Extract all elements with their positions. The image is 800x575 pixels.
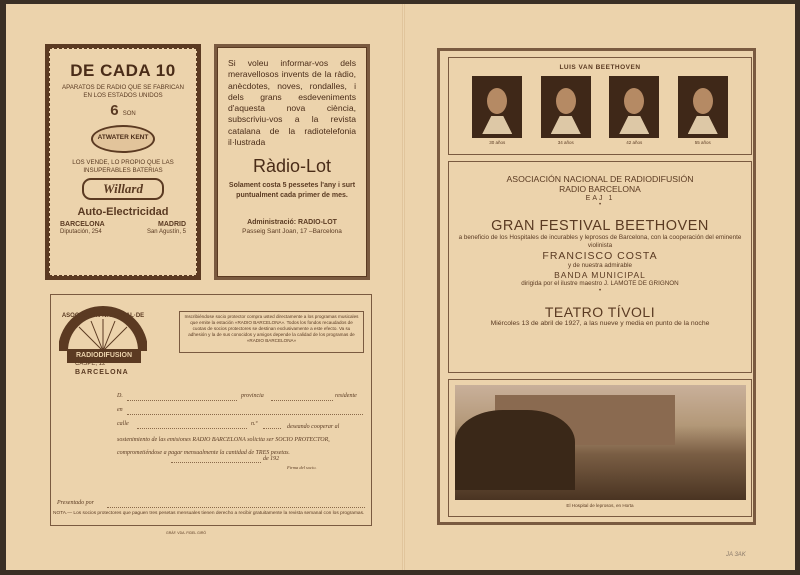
ornament-dot: • [598,202,602,208]
ad-sells-text: LOS VENDE, LO PROPIO QUE LAS INSUPERABLES BATERIAS [72,159,174,174]
conductor-text: dirigida por el ilustre maestro J. LAMOTE DE GRIGNON [521,280,679,287]
form-body-text: deseando cooperar al sostenimiento de las emisiones RADIO BARCELONA solicita ser SOCIO PROTECTOR, comprometiéndose a pagar mensualmente la cantidad de TRES pesetas. [117,424,340,456]
logo-main-text: RADIODIFUSION [67,349,141,363]
and-text: y de nuestra admirable [567,262,633,269]
atwater-kent-logo: ATWATER KENT [91,125,155,153]
form-note-box: Inscribiéndose socio protector compra usted directamente a los programas musicales que emite la estación «RADIO BARCELONA». Todos los fondos recaudados de cuotas de socios protectores se destinan exclusivamente a este efecto. Va su adhesión y la de sus conocidos y amigos depende la calidad de los programas de «RADIO BARCELONA» [179,311,364,353]
portrait-age: 34 años [557,140,574,145]
field-en-line[interactable] [127,414,363,415]
archive-stamp: JA 3AK [726,552,746,558]
willard-logo: Willard [82,178,164,200]
lot-title: Ràdio-Lot [252,156,332,177]
station-name: RADIO BARCELONA [559,184,641,194]
hospital-photo [455,385,746,500]
program-main [448,161,752,373]
signature-label: Firma del socio. [287,465,317,470]
venue-name: TEATRO TÍVOLI [544,304,656,320]
org-name: ASOCIACIÓN NACIONAL DE RADIODIFUSIÓN [506,174,694,184]
assoc-city: BARCELONA [75,369,129,376]
portraits-header: LUIS VAN BEETHOVEN [559,64,641,71]
lot-admin: Administració: RADIO-LOT [247,219,337,227]
portrait [472,76,522,145]
logo-top-text: ASOCIACION·NACIONAL·DE [61,313,145,319]
ad-headline: DE CADA 10 [70,61,176,80]
presented-by-label: Presentado por [57,500,94,506]
portrait-age: 55 años [694,140,711,145]
radio-ad [45,44,201,280]
photo-caption: El Hospital de leprosos, en Horta [566,503,634,508]
radio-lot-ad [214,44,370,280]
field-d-label: D. [117,393,123,399]
field-number-label: n.º [251,421,258,427]
form-nota: NOTA.— Los socios protectores que paguen tres pesetas mensuales tienen derecho a recibir gratuitamente la revista semanal con los programas. [53,511,365,516]
lot-price: Solament costa 5 pessetes l'any i surt puntualment cada primer de mes. [228,182,356,200]
shop-name: Auto-Electricidad [77,206,169,218]
shop-cities: BARCELONA MADRID [60,221,186,228]
call-sign: EAJ 1 [585,195,615,202]
benefit-text: a beneficio de los Hospitales de incurables y leprosos de Barcelona, con la cooperación del eminente violinista [458,234,742,249]
radiodifusion-logo [59,305,147,369]
hospital-photo-frame [448,379,752,517]
membership-form [50,294,372,526]
fold-line [402,4,405,570]
field-date-line[interactable] [171,462,261,463]
event-date: Miércoles 13 de abril de 1927, a las nueve y media en punto de la noche [490,320,710,327]
concert-program [437,48,756,525]
band-name: BANDA MUNICIPAL [554,270,646,280]
ad-count: 6 SON [110,102,136,119]
ornament-dot: • [598,288,602,294]
field-d-line[interactable] [127,400,237,401]
beethoven-portraits [448,57,752,155]
ad-subtext: APARATOS DE RADIO QUE SE FABRICAN EN LOS ESTADOS UNIDOS [61,84,185,99]
field-province-label: provincia [241,393,264,399]
presented-by-line[interactable] [107,507,365,508]
portrait [541,76,591,145]
field-street-label: calle [117,421,129,427]
field-date-label: de 192 [263,456,280,462]
portrait [609,76,659,145]
field-en-label: en [117,407,123,413]
portrait-age: 42 años [626,140,643,145]
document-sheet [6,4,795,570]
field-province-line[interactable] [271,400,333,401]
field-resident-label: residente [335,393,357,399]
assoc-street: CASPE, 12 [75,361,106,367]
lot-address: Passeig Sant Joan, 17 –Barcelona [242,228,342,236]
portrait [678,76,728,145]
violinist-name: FRANCISCO COSTA [542,250,658,262]
lot-text: Si voleu informar-vos dels meravellosos invents de la ràdio, anècdotes, noves, rondalles, i dels grans esdeveniments d'aquesta nova ciència, subscriviu-vos a la revista catalana de la radiotelefonia il·lustrada [228,58,356,148]
portrait-age: 30 años [489,140,506,145]
shop-addresses: Diputación, 254 San Agustín, 5 [60,229,186,235]
printer-credit: GRÀF. VDA. FIDEL GIRÓ [166,531,207,535]
festival-title: GRAN FESTIVAL BEETHOVEN [491,218,709,234]
